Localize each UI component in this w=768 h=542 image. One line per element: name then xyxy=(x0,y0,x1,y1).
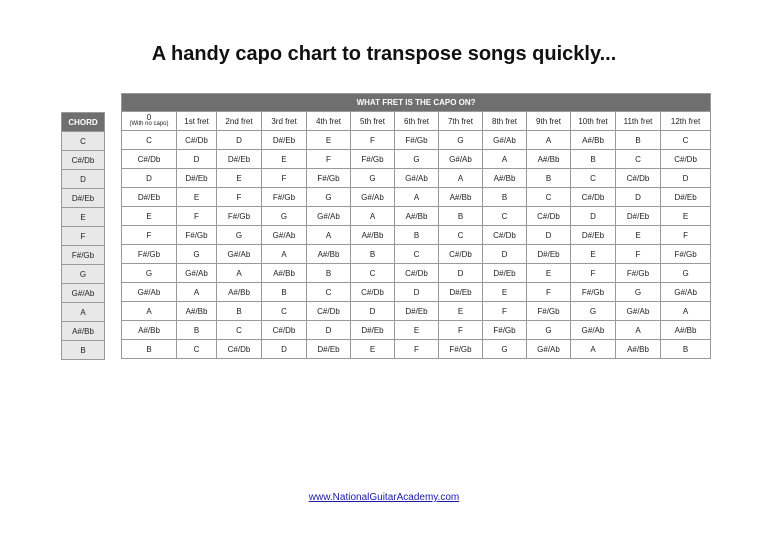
table-cell: D xyxy=(395,283,439,302)
fret-header-label: 1st fret xyxy=(184,116,209,126)
table-cell: D xyxy=(177,150,217,169)
table-cell: F xyxy=(571,264,616,283)
table-cell: C#/Db xyxy=(177,131,217,150)
table-row xyxy=(122,207,711,226)
fret-header-label: 9th fret xyxy=(536,116,561,126)
table-cell: A xyxy=(262,245,307,264)
table-cell: A xyxy=(527,131,571,150)
table-cell: G xyxy=(483,340,527,359)
table-cell: A xyxy=(395,188,439,207)
fret-header-8 xyxy=(483,112,527,131)
fret-header-4 xyxy=(307,112,351,131)
table-cell: G#/Ab xyxy=(351,188,395,207)
table-cell: C xyxy=(262,302,307,321)
table-cell: D#/Eb xyxy=(262,131,307,150)
table-cell: A xyxy=(307,226,351,245)
table-cell: C xyxy=(439,226,483,245)
table-cell: D xyxy=(307,321,351,340)
table-row xyxy=(122,169,711,188)
fret-header-row xyxy=(122,112,711,131)
table-cell: A xyxy=(177,283,217,302)
table-cell: F#/Gb xyxy=(177,226,217,245)
table-cell: F xyxy=(122,226,177,245)
chord-cell: E xyxy=(62,208,105,227)
table-cell: G xyxy=(439,131,483,150)
fret-header-label: 12th fret xyxy=(670,116,701,126)
table-row xyxy=(122,302,711,321)
table-cell: C xyxy=(351,264,395,283)
table-cell: C#/Db xyxy=(307,302,351,321)
table-cell: E xyxy=(351,340,395,359)
table-cell: A#/Bb xyxy=(177,302,217,321)
table-cell: G xyxy=(217,226,262,245)
table-cell: C xyxy=(483,207,527,226)
table-cell: D#/Eb xyxy=(661,188,711,207)
table-cell: G#/Ab xyxy=(527,340,571,359)
chord-cell: D#/Eb xyxy=(62,189,105,208)
table-cell: A xyxy=(217,264,262,283)
fret-header-2 xyxy=(217,112,262,131)
fret-header-label: 6th fret xyxy=(404,116,429,126)
table-cell: A#/Bb xyxy=(616,340,661,359)
table-cell: F#/Gb xyxy=(439,340,483,359)
fret-header-label: 3rd fret xyxy=(271,116,297,126)
table-cell: D xyxy=(217,131,262,150)
table-cell: C xyxy=(307,283,351,302)
table-cell: B xyxy=(351,245,395,264)
table-cell: B xyxy=(217,302,262,321)
fret-header-label: 0 xyxy=(146,113,152,122)
fret-header-label: 5th fret xyxy=(360,116,385,126)
table-cell: F#/Gb xyxy=(395,131,439,150)
table-cell: D xyxy=(571,207,616,226)
table-cell: G#/Ab xyxy=(439,150,483,169)
fret-header-1 xyxy=(177,112,217,131)
table-cell: A#/Bb xyxy=(527,150,571,169)
table-cell: F#/Gb xyxy=(527,302,571,321)
table-cell: G#/Ab xyxy=(395,169,439,188)
table-cell: G#/Ab xyxy=(616,302,661,321)
table-cell: A#/Bb xyxy=(122,321,177,340)
table-cell: G xyxy=(571,302,616,321)
table-cell: F xyxy=(262,169,307,188)
table-cell: F xyxy=(439,321,483,340)
fret-header-6 xyxy=(395,112,439,131)
fret-header-label: 4th fret xyxy=(316,116,341,126)
fret-header-12 xyxy=(661,112,711,131)
table-cell: F#/Gb xyxy=(351,150,395,169)
page-title: A handy capo chart to transpose songs quickly... xyxy=(151,43,617,65)
table-cell: G xyxy=(351,169,395,188)
fret-header-sublabel: (With no capo) xyxy=(129,121,169,127)
chord-header: CHORD xyxy=(62,113,105,132)
table-cell: B xyxy=(262,283,307,302)
table-cell: B xyxy=(439,207,483,226)
table-cell: E xyxy=(616,226,661,245)
table-cell: D#/Eb xyxy=(616,207,661,226)
table-cell: C#/Db xyxy=(616,169,661,188)
table-cell: A xyxy=(616,321,661,340)
table-cell: G xyxy=(395,150,439,169)
table-cell: G#/Ab xyxy=(122,283,177,302)
table-cell: A#/Bb xyxy=(351,226,395,245)
table-cell: C#/Db xyxy=(483,226,527,245)
table-cell: C xyxy=(527,188,571,207)
table-cell: G#/Ab xyxy=(571,321,616,340)
table-cell: A xyxy=(439,169,483,188)
table-row xyxy=(122,340,711,359)
table-cell: A#/Bb xyxy=(395,207,439,226)
capo-chart-table xyxy=(121,93,711,359)
table-row xyxy=(122,188,711,207)
table-cell: G xyxy=(122,264,177,283)
fret-header-label: 10th fret xyxy=(578,116,608,126)
table-cell: C#/Db xyxy=(439,245,483,264)
table-cell: F#/Gb xyxy=(616,264,661,283)
table-cell: B xyxy=(527,169,571,188)
table-cell: B xyxy=(122,340,177,359)
table-cell: E xyxy=(527,264,571,283)
table-cell: F xyxy=(395,340,439,359)
table-cell: D#/Eb xyxy=(122,188,177,207)
table-cell: A xyxy=(122,302,177,321)
table-cell: D xyxy=(483,245,527,264)
table-row xyxy=(122,131,711,150)
table-cell: C#/Db xyxy=(395,264,439,283)
fret-header-label: 7th fret xyxy=(448,116,473,126)
capo-fret-super-header: WHAT FRET IS THE CAPO ON? xyxy=(122,94,711,112)
table-cell: D#/Eb xyxy=(527,245,571,264)
table-cell: D xyxy=(262,340,307,359)
table-cell: D xyxy=(527,226,571,245)
table-cell: C#/Db xyxy=(351,283,395,302)
table-cell: A#/Bb xyxy=(307,245,351,264)
table-cell: C#/Db xyxy=(571,188,616,207)
chord-cell: A#/Bb xyxy=(62,322,105,341)
table-row xyxy=(122,264,711,283)
table-cell: E xyxy=(262,150,307,169)
table-cell: F#/Gb xyxy=(217,207,262,226)
table-cell: G#/Ab xyxy=(262,226,307,245)
table-cell: C xyxy=(177,340,217,359)
table-cell: D#/Eb xyxy=(439,283,483,302)
table-cell: A#/Bb xyxy=(571,131,616,150)
chord-cell: C xyxy=(62,132,105,151)
table-cell: B xyxy=(571,150,616,169)
table-cell: C xyxy=(122,131,177,150)
table-cell: D#/Eb xyxy=(177,169,217,188)
table-cell: A xyxy=(571,340,616,359)
chord-cell: G#/Ab xyxy=(62,284,105,303)
table-cell: G#/Ab xyxy=(307,207,351,226)
table-cell: G#/Ab xyxy=(177,264,217,283)
table-cell: B xyxy=(661,340,711,359)
table-cell: A#/Bb xyxy=(262,264,307,283)
table-row xyxy=(122,226,711,245)
table-cell: E xyxy=(217,169,262,188)
table-cell: D#/Eb xyxy=(571,226,616,245)
chord-cell: D xyxy=(62,170,105,189)
table-cell: F#/Gb xyxy=(483,321,527,340)
table-cell: D#/Eb xyxy=(217,150,262,169)
table-cell: E xyxy=(177,188,217,207)
table-cell: C#/Db xyxy=(122,150,177,169)
table-row xyxy=(122,321,711,340)
table-cell: F#/Gb xyxy=(571,283,616,302)
table-cell: F xyxy=(483,302,527,321)
table-cell: C xyxy=(661,131,711,150)
table-cell: G#/Ab xyxy=(217,245,262,264)
table-cell: G#/Ab xyxy=(661,283,711,302)
fret-header-7 xyxy=(439,112,483,131)
table-cell: D xyxy=(439,264,483,283)
table-cell: G xyxy=(661,264,711,283)
table-cell: F xyxy=(616,245,661,264)
fret-header-11 xyxy=(616,112,661,131)
table-cell: F xyxy=(177,207,217,226)
table-cell: C xyxy=(616,150,661,169)
table-cell: C xyxy=(571,169,616,188)
table-row xyxy=(122,150,711,169)
table-cell: B xyxy=(395,226,439,245)
table-row xyxy=(122,283,711,302)
table-cell: F xyxy=(351,131,395,150)
chord-cell: F xyxy=(62,227,105,246)
table-cell: F#/Gb xyxy=(122,245,177,264)
fret-header-3 xyxy=(262,112,307,131)
table-cell: A#/Bb xyxy=(217,283,262,302)
table-cell: D#/Eb xyxy=(307,340,351,359)
table-cell: A#/Bb xyxy=(483,169,527,188)
table-cell: D#/Eb xyxy=(395,302,439,321)
chord-cell: A xyxy=(62,303,105,322)
fret-header-0 xyxy=(122,112,177,131)
table-row xyxy=(122,245,711,264)
fret-header-9 xyxy=(527,112,571,131)
table-cell: A xyxy=(483,150,527,169)
footer xyxy=(0,492,768,503)
fret-header-5 xyxy=(351,112,395,131)
table-cell: F xyxy=(307,150,351,169)
table-cell: E xyxy=(439,302,483,321)
table-cell: A#/Bb xyxy=(439,188,483,207)
table-cell: C#/Db xyxy=(217,340,262,359)
table-cell: B xyxy=(483,188,527,207)
table-cell: C#/Db xyxy=(661,150,711,169)
table-cell: A xyxy=(351,207,395,226)
table-cell: C xyxy=(217,321,262,340)
table-cell: E xyxy=(661,207,711,226)
chord-cell: F#/Gb xyxy=(62,246,105,265)
table-cell: F#/Gb xyxy=(661,245,711,264)
table-cell: D#/Eb xyxy=(483,264,527,283)
table-cell: G xyxy=(307,188,351,207)
table-cell: B xyxy=(177,321,217,340)
table-cell: G#/Ab xyxy=(483,131,527,150)
table-cell: E xyxy=(395,321,439,340)
table-cell: E xyxy=(122,207,177,226)
table-cell: B xyxy=(307,264,351,283)
table-cell: D xyxy=(351,302,395,321)
table-cell: D xyxy=(122,169,177,188)
table-cell: F xyxy=(661,226,711,245)
table-cell: E xyxy=(571,245,616,264)
website-link[interactable]: www.NationalGuitarAcademy.com xyxy=(308,492,460,503)
table-cell: D xyxy=(661,169,711,188)
chord-column xyxy=(61,112,105,360)
fret-header-label: 11th fret xyxy=(623,116,653,126)
table-cell: F#/Gb xyxy=(262,188,307,207)
table-cell: G xyxy=(262,207,307,226)
table-cell: B xyxy=(616,131,661,150)
table-cell: C#/Db xyxy=(262,321,307,340)
table-cell: A xyxy=(661,302,711,321)
table-cell: F xyxy=(527,283,571,302)
table-cell: C#/Db xyxy=(527,207,571,226)
table-cell: D#/Eb xyxy=(351,321,395,340)
table-cell: G xyxy=(616,283,661,302)
chord-cell: G xyxy=(62,265,105,284)
table-cell: F#/Gb xyxy=(307,169,351,188)
table-cell: G xyxy=(177,245,217,264)
table-cell: G xyxy=(527,321,571,340)
fret-header-10 xyxy=(571,112,616,131)
fret-header-label: 2nd fret xyxy=(225,116,253,126)
table-cell: E xyxy=(307,131,351,150)
table-cell: E xyxy=(483,283,527,302)
table-cell: C xyxy=(395,245,439,264)
table-cell: A#/Bb xyxy=(661,321,711,340)
fret-header-label: 8th fret xyxy=(492,116,517,126)
table-cell: D xyxy=(616,188,661,207)
table-cell: F xyxy=(217,188,262,207)
chord-cell: C#/Db xyxy=(62,151,105,170)
chord-cell: B xyxy=(62,341,105,360)
